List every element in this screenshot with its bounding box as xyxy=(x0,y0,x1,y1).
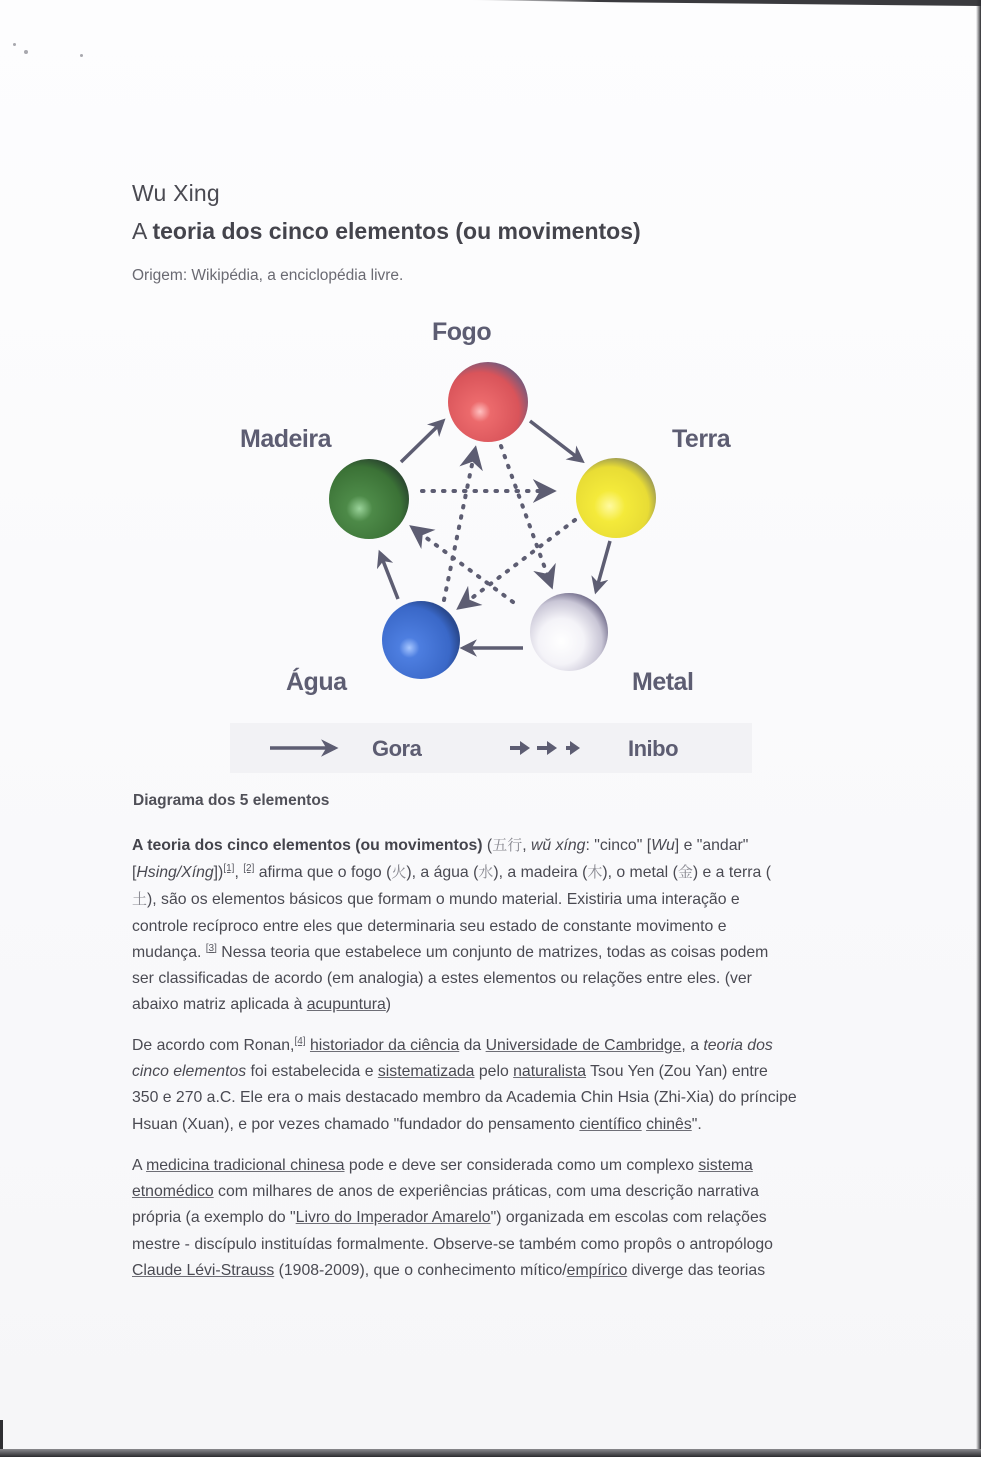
link-universidade-de-cambridge[interactable]: Universidade de Cambridge xyxy=(485,1037,682,1054)
text-line: De acordo com Ronan,[4] historiador da ciência da Universidade de Cambridge, a teoria dos xyxy=(132,1036,773,1054)
source-note: Origem: Wikipédia, a enciclopédia livre. xyxy=(132,267,404,284)
text-line: mestre - discípulo instituídas formalmente. Observe-se também como propôs o antropólogo xyxy=(132,1235,773,1253)
link-chines[interactable]: chinês xyxy=(646,1115,692,1133)
reference-link-1[interactable]: [1] xyxy=(223,863,235,875)
five-elements-diagram xyxy=(230,315,770,785)
page-edge-shadow-top xyxy=(470,0,981,6)
inhibiting-arrows xyxy=(413,446,575,607)
water-sphere xyxy=(382,601,460,679)
paragraph-intro xyxy=(132,832,862,1018)
metal-sphere xyxy=(530,593,608,671)
figure-caption: Diagrama dos 5 elementos xyxy=(133,792,330,809)
label-metal: Metal xyxy=(632,668,694,696)
link-cientifico[interactable]: científico xyxy=(579,1115,642,1133)
page-edge-shadow-right xyxy=(976,0,981,1457)
document-title: Wu Xing xyxy=(132,180,220,206)
link-livro-do-imperador-amarelo[interactable]: Livro do Imperador Amarelo xyxy=(295,1209,491,1227)
text-line: etnomédico com milhares de anos de experiências práticas, com uma descrição narrativa xyxy=(132,1183,759,1201)
legend-dotted-arrow-icon xyxy=(510,741,580,755)
reference-link-3[interactable]: [3] xyxy=(205,942,217,954)
paragraph-history xyxy=(132,1033,862,1138)
text-line: Hsuan (Xuan), e por vezes chamado "fundador do pensamento científico chinês". xyxy=(132,1115,702,1133)
label-terra: Terra xyxy=(672,425,731,453)
link-sistematizada[interactable]: sistematizada xyxy=(377,1063,475,1081)
link-acupuntura[interactable]: acupuntura xyxy=(306,996,386,1014)
text-line: cinco elementos foi estabelecida e sistematizada pelo naturalista Tsou Yen (Zou Yan) entre xyxy=(132,1063,768,1081)
link-sistema-etnomedico[interactable]: sistema xyxy=(698,1157,753,1174)
legend-inhibiting-label: Inibo xyxy=(628,736,679,761)
label-agua: Água xyxy=(286,668,347,696)
text-line: mudança. [3] Nessa teoria que estabelece um conjunto de matrizes, todas as coisas podem xyxy=(132,942,769,961)
link-medicina-tradicional-chinesa[interactable]: medicina tradicional chinesa xyxy=(146,1157,345,1174)
text-line: 350 e 270 a.C. Ele era o mais destacado membro da Academia Chin Hsia (Zhi-Xia) do príncipe xyxy=(132,1089,797,1107)
text-line: Claude Lévi-Strauss (1908-2009), que o conhecimento mítico/empírico diverge das teorias xyxy=(132,1261,766,1279)
paragraph-medicine xyxy=(132,1153,862,1284)
text-line: ser classificadas de acordo (em analogia) a estes elementos ou relações entre eles. (ver xyxy=(132,970,752,988)
link-sistema-etnomedico-cont[interactable]: etnomédico xyxy=(132,1183,214,1201)
link-empirico[interactable]: empírico xyxy=(566,1261,628,1279)
text-line: A teoria dos cinco elementos (ou movimentos) (五行, wŭ xíng: "cinco" [Wu] e "andar" xyxy=(132,836,749,854)
fire-sphere xyxy=(448,362,528,442)
earth-sphere xyxy=(576,458,656,538)
document-heading: A teoria dos cinco elementos (ou movimentos) xyxy=(132,218,641,244)
reference-link-4[interactable]: [4] xyxy=(294,1036,306,1047)
text-line: abaixo matriz aplicada à acupuntura) xyxy=(132,996,392,1014)
text-line: [Hsing/Xíng])[1], [2] afirma que o fogo (火), a água (水), a madeira (木), o metal (金) e a terra ( xyxy=(132,863,771,882)
link-claude-levi-strauss[interactable]: Claude Lévi-Strauss xyxy=(132,1261,275,1279)
legend-generating-label: Gora xyxy=(372,736,422,761)
text-line: A medicina tradicional chinesa pode e deve ser considerada como um complexo sistema xyxy=(132,1157,753,1174)
diagram-graphic xyxy=(230,315,770,785)
text-line: controle recíproco entre eles que determinaria seu estado de constante movimento e xyxy=(132,917,727,935)
link-historiador-da-ciencia[interactable]: historiador da ciência xyxy=(309,1037,460,1054)
wood-sphere xyxy=(329,459,409,539)
link-naturalista[interactable]: naturalista xyxy=(513,1063,587,1081)
text-line: própria (a exemplo do "Livro do Imperador Amarelo") organizada em escolas com relações xyxy=(132,1209,767,1227)
label-madeira: Madeira xyxy=(240,425,331,453)
reference-link-2[interactable]: [2] xyxy=(243,863,255,875)
page-edge-shadow-bottom xyxy=(0,1449,981,1457)
label-fogo: Fogo xyxy=(432,318,492,346)
text-line: 土), são os elementos básicos que formam o mundo material. Existiria uma interação e xyxy=(132,890,740,909)
